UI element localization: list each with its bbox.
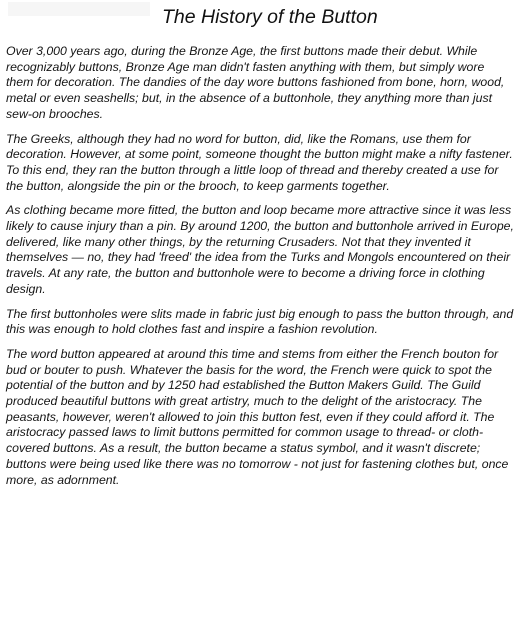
page-title: The History of the Button: [162, 6, 378, 28]
paragraph-first-buttonholes: The first buttonholes were slits made in fabric just big enough to pass the button through, and this was enough to hold clothes fast and inspire a fashion revolution.: [6, 306, 514, 337]
paragraph-crusaders: As clothing became more fitted, the button and loop became more attractive since it was less likely to cause injury than a pin. By around 1200, the button and buttonhole arrived in Europe, delivered, like many other things, by the returning Crusaders. Not that they invented it themselves — no, they had 'freed' the idea from the Turks and Mongols encountered on their travels. At any rate, the button and buttonhole were to become a driving force in clothing design.: [6, 203, 514, 296]
title-row: [0, 0, 520, 40]
paragraph-button-makers-guild: The word button appeared at around this time and stems from either the French bouton for bud or bouter to push. Whatever the basis for the word, the French were quick to spot the potential of the button and by 1250 had established the Button Makers Guild. The Guild produced beautiful buttons with great artistry, much to the delight of the aristocracy. The peasants, however, weren't allowed to join this button fest, even if they could afford it. The aristocracy passed laws to limit buttons permitted for common usage to thread- or cloth-covered buttons. As a result, the button became a status symbol, and it wasn't discrete; buttons were being used like there was no tomorrow - not just for fastening clothes but, once more, as adornment.: [6, 346, 509, 487]
paragraph-greeks: The Greeks, although they had no word for button, did, like the Romans, use them for decoration. However, at some point, someone thought the button might make a nifty fastener. To this end, they ran the button through a little loop of thread and thereby created a use for the button, alongside the pin or the brooch, to keep garments together.: [6, 131, 513, 193]
paragraph-bronze-age: Over 3,000 years ago, during the Bronze Age, the first buttons made their debut. While recognizably buttons, Bronze Age man didn't fasten anything with them, but simply wore them for decoration. The dandies of the day wore buttons fashioned from bone, horn, wood, metal or even seashells; but, in the absence of a buttonhole, they anything more than just sew-on brooches.: [6, 44, 505, 121]
article-body: [6, 44, 514, 497]
faint-header-box: [8, 2, 150, 16]
